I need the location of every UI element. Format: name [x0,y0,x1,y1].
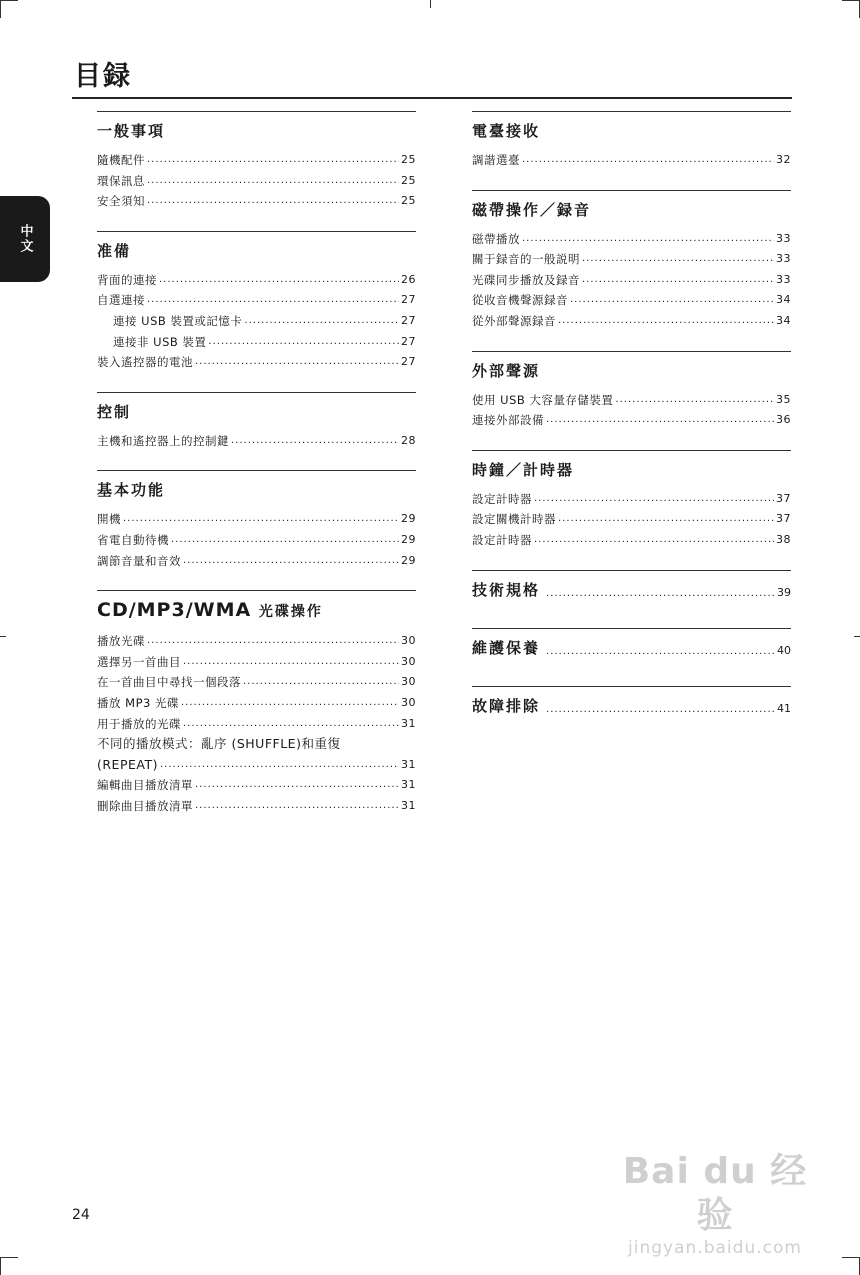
crop-mark [842,1257,860,1258]
toc-entry[interactable]: 在一首曲目中尋找一個段落 ..... 30 [97,672,416,693]
toc-entry[interactable]: 設定關機計時器 ..... 37 [472,509,791,530]
crop-mark [0,1257,18,1258]
toc-section [97,392,416,452]
toc-entry[interactable]: 光碟同步播放及録音 ..... 33 [472,270,791,291]
toc-entry[interactable]: 從收音機聲源録音 ..... 34 [472,290,791,311]
toc-entry[interactable]: 設定計時器 ..... 37 [472,489,791,510]
toc-entry[interactable]: 主機和遙控器上的控制鍵 ..... 28 [97,431,416,452]
toc-section [472,450,791,551]
toc-entry[interactable]: 關于録音的一般説明 ..... 33 [472,249,791,270]
toc-entry[interactable]: 隨機配件 ..... 25 [97,150,416,171]
title-rule [72,97,792,99]
section-title: 技術規格 [472,580,541,599]
section-title: 電臺接收 [472,122,541,140]
toc-entry[interactable]: 調諧選臺 ..... 32 [472,150,791,171]
section-title: 一般事項 [97,122,166,140]
toc-section [97,590,416,816]
section-title: 維護保養 [472,638,541,657]
toc-entry[interactable]: 刪除曲目播放清單 ..... 31 [97,796,416,817]
crop-mark [0,1257,1,1275]
crop-mark [842,0,860,1]
watermark-logo: Bai du 经验 [622,1151,808,1236]
toc-section[interactable]: 故障排除 ..... 41 [472,686,791,715]
toc-entry[interactable]: 播放 MP3 光碟 ..... 30 [97,693,416,714]
toc-entry[interactable]: 裝入遙控器的電池 ..... 27 [97,352,416,373]
toc-entry[interactable]: 選擇另一首曲目 ..... 30 [97,652,416,673]
baidu-jingyan-watermark [610,1150,820,1258]
section-title: 時鐘／計時器 [472,460,575,479]
crop-mark [430,0,431,8]
toc-entry[interactable]: 播放光碟 ..... 30 [97,631,416,652]
toc-entry[interactable]: 連接非 USB 裝置 ..... 27 [97,332,416,353]
section-title: 外部聲源 [472,361,541,380]
language-tab: 中文 [0,196,50,282]
toc-entry[interactable]: 連接 USB 裝置或記憶卡 ..... 27 [97,311,416,332]
toc-section[interactable]: 維護保養 ..... 40 [472,628,791,657]
toc-section [472,190,791,332]
toc-section [97,231,416,373]
toc-section [472,351,791,431]
toc-entry[interactable]: 磁帶播放 ..... 33 [472,229,791,250]
toc-section [472,111,791,171]
toc-section[interactable]: 技術規格 ..... 39 [472,570,791,599]
toc-entry[interactable]: 安全須知 ..... 25 [97,191,416,212]
section-title: 准備 [97,241,132,260]
section-title: 磁帶操作／録音 [472,200,592,219]
toc-entry[interactable]: 用于播放的光碟 ..... 31 [97,714,416,735]
toc-entry[interactable]: 從外部聲源録音 ..... 34 [472,311,791,332]
toc-right-column [472,111,791,734]
section-title: 基本功能 [97,481,166,500]
section-title: 控制 [97,402,132,421]
section-title: CD/MP3/WMA 光碟操作 [97,599,323,622]
toc-entry[interactable]: 連接外部設備 ..... 36 [472,410,791,431]
toc-entry[interactable]: 調節音量和音效 ..... 29 [97,551,416,572]
toc-entry[interactable]: 使用 USB 大容量存儲裝置 ..... 35 [472,390,791,411]
toc-section [97,111,416,212]
crop-mark [0,0,18,1]
page-title: 目録 [74,61,132,92]
toc-section [97,470,416,571]
watermark-url: jingyan.baidu.com [628,1238,802,1258]
crop-mark [854,636,860,637]
toc-entry[interactable]: 省電自動待機 ..... 29 [97,530,416,551]
toc-entry[interactable]: 設定計時器 ..... 38 [472,530,791,551]
page-number: 24 [72,1207,90,1223]
crop-mark [0,0,1,18]
section-title: 故障排除 [472,696,541,715]
toc-entry[interactable]: 環保訊息 ..... 25 [97,171,416,192]
toc-entry[interactable]: 自選連接 ..... 27 [97,290,416,311]
toc-entry[interactable]: 背面的連接 ..... 26 [97,270,416,291]
toc-entry[interactable]: 編輯曲目播放清單 ..... 31 [97,775,416,796]
toc-left-column [97,111,416,835]
crop-mark [0,636,6,637]
toc-entry[interactable]: (REPEAT) ..... 31 [97,755,416,776]
toc-entry[interactable]: 開機 ..... 29 [97,509,416,530]
toc-entry-wrapped-line[interactable]: 不同的播放模式：亂序 (SHUFFLE)和重復 [97,736,341,752]
